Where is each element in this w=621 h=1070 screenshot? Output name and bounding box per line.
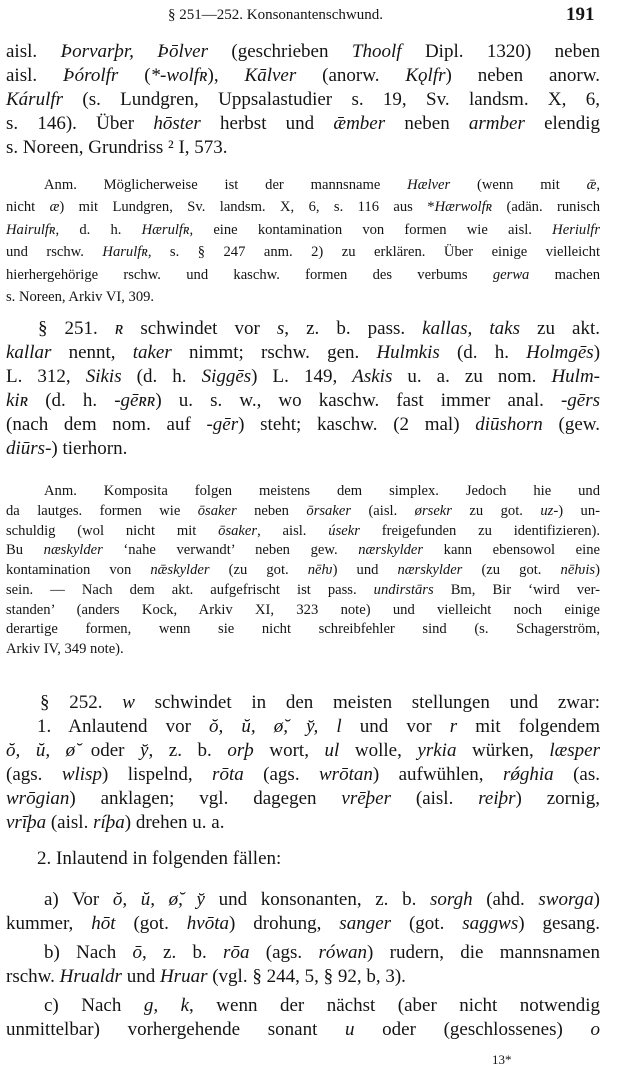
italic-term: rówan xyxy=(318,942,368,963)
text-run: (nach dem nom. auf xyxy=(6,414,207,435)
italic-term: ō xyxy=(132,942,142,963)
text-run: neben xyxy=(236,502,307,519)
text-run: (got. xyxy=(115,913,187,934)
text-run: (d. h. xyxy=(121,366,202,387)
text-run: , eine kontamination von formen wie aisl. xyxy=(189,221,553,238)
text-run: b) Nach xyxy=(44,942,133,963)
text-run: elendig xyxy=(524,113,600,134)
text-run: a) Vor xyxy=(44,889,113,910)
text-run: , z. b. pass. xyxy=(284,318,423,339)
text-line xyxy=(6,241,600,263)
text-run: ), xyxy=(207,65,245,86)
text-run: sein. — Nach dem akt. aufgefrischt ist pass. xyxy=(6,581,374,598)
italic-term: Hulm- xyxy=(551,366,601,387)
italic-term: -gēʀʀ xyxy=(114,390,156,411)
text-run: Anm. Möglicherweise ist der mannsname xyxy=(44,177,408,193)
italic-term: Hærulfʀ xyxy=(141,221,190,238)
italic-term: ørsekr xyxy=(414,502,452,519)
text-run: (geschrieben xyxy=(208,41,352,62)
italic-term: nēƕ xyxy=(307,562,333,578)
text-run: ) und xyxy=(332,562,398,578)
text-line xyxy=(6,196,600,218)
text-run: (zu got. xyxy=(462,562,561,578)
italic-term: ul xyxy=(324,740,340,761)
italic-term: u xyxy=(345,1019,355,1040)
text-run: (ags. xyxy=(249,942,319,963)
italic-term: Hruar xyxy=(159,966,208,987)
text-run: wolle, xyxy=(339,740,418,761)
italic-term: r xyxy=(449,716,458,737)
text-run: freigefunden zu identifizieren). xyxy=(359,522,600,539)
italic-term: Hairulfʀ xyxy=(6,221,56,238)
text-line xyxy=(6,88,600,112)
text-run: (ags. xyxy=(6,764,62,785)
italic-term: hvōta xyxy=(186,913,229,934)
text-run: oder (geschlossenes) xyxy=(354,1019,591,1040)
text-line xyxy=(6,888,600,912)
text-run: ) u. s. w., wo kaschw. fast immer anal. xyxy=(155,390,561,411)
italic-term: *-wolfʀ xyxy=(150,65,208,86)
italic-term: ŏ, ŭ, ø̆ xyxy=(6,740,76,761)
text-run: Dipl. 1320) neben xyxy=(401,41,601,62)
italic-term: yrkia xyxy=(417,740,457,761)
italic-term: nærskylder xyxy=(358,542,424,559)
italic-term: sanger xyxy=(339,913,392,934)
italic-term: Sikis xyxy=(85,366,122,387)
italic-term: vrēþer xyxy=(341,788,391,809)
text-run: , wenn der nächst (aber nicht notwendig xyxy=(189,995,600,1016)
text-run: s. Noreen, Arkiv VI, 309. xyxy=(6,289,155,305)
text-run: (d. h. xyxy=(28,390,115,411)
italic-term: kallar xyxy=(6,342,52,363)
text-run: ( xyxy=(118,65,151,86)
text-run: ) xyxy=(593,342,601,363)
text-line xyxy=(6,264,600,286)
italic-term: uz- xyxy=(540,502,559,519)
text-run: hierhergehörige rschw. und kaschw. formen des verbums xyxy=(6,266,493,283)
text-line xyxy=(6,522,600,542)
italic-term: Þórolfr xyxy=(63,65,119,86)
italic-term: sorgh xyxy=(429,889,473,910)
italic-term: rǿghia xyxy=(502,764,554,785)
text-run: ) xyxy=(593,889,600,910)
italic-term: nærskylder xyxy=(397,562,463,578)
text-line xyxy=(6,787,600,811)
text-run: (aisl. xyxy=(390,788,479,809)
text-run: nicht xyxy=(6,199,50,216)
italic-term: Hærwolfʀ xyxy=(434,199,493,216)
italic-term: ŏ, ŭ, ø̆, y̆, l xyxy=(209,716,342,737)
italic-term: ōsaker xyxy=(197,502,237,519)
text-run: ) rudern, die mannsnamen xyxy=(367,942,601,963)
italic-term: Kǫlfr xyxy=(405,65,446,86)
text-line xyxy=(6,561,600,581)
text-run: (ahd. xyxy=(472,889,539,910)
text-line xyxy=(6,317,600,341)
text-line xyxy=(6,64,600,88)
italic-term: Hrualdr xyxy=(59,966,122,987)
text-line xyxy=(6,482,600,502)
text-run: ) un- xyxy=(558,502,600,519)
text-run: ) anklagen; vgl. dagegen xyxy=(69,788,342,809)
text-run: würken, xyxy=(456,740,550,761)
italic-term: y̆ xyxy=(140,740,149,761)
text-line xyxy=(6,994,600,1018)
italic-term: Hælver xyxy=(407,177,451,193)
text-run: 2. Inlautend in folgenden fällen: xyxy=(37,848,282,869)
italic-term: ríþa xyxy=(93,812,125,833)
text-line xyxy=(6,912,600,936)
italic-term: saggws xyxy=(462,913,519,934)
italic-term: diūshorn xyxy=(475,414,543,435)
text-run: schwindet vor xyxy=(123,318,277,339)
text-run: (aisl. xyxy=(351,502,415,519)
text-run: ) aufwühlen, xyxy=(372,764,503,785)
text-run: ) drohung, xyxy=(229,913,340,934)
text-run: , aisl. xyxy=(257,522,329,539)
italic-term: taker xyxy=(132,342,172,363)
italic-term: w xyxy=(122,692,135,713)
text-run: zu got. xyxy=(451,502,541,519)
text-run: (aisl. xyxy=(46,812,94,833)
signature-mark: 13* xyxy=(492,1052,512,1067)
text-run: standen’ (anders Kock, Arkiv XI, 323 note) und vielleicht noch einige xyxy=(6,601,600,618)
italic-term: undirstārs xyxy=(373,581,434,598)
italic-term: orþ xyxy=(227,740,254,761)
text-line xyxy=(6,541,600,561)
text-run: (as. xyxy=(553,764,600,785)
text-run: Anm. Komposita folgen meistens dem simplex. Jedoch hie und xyxy=(44,483,600,499)
text-line xyxy=(6,620,600,640)
text-line xyxy=(6,341,600,365)
italic-term: æ xyxy=(49,199,60,216)
italic-term: Siggēs xyxy=(201,366,252,387)
text-run: und vor xyxy=(341,716,450,737)
text-run: ) xyxy=(595,562,600,578)
italic-term: Kālver xyxy=(244,65,297,86)
italic-term: -gērs xyxy=(560,390,600,411)
text-run: (s. Lundgren, Uppsalastudier s. 19, Sv. landsm. X, 6, xyxy=(63,89,600,110)
text-run: wort, xyxy=(253,740,325,761)
text-run: (zu got. xyxy=(209,562,308,578)
text-line xyxy=(6,965,600,989)
italic-term: kiʀ xyxy=(6,390,29,411)
italic-term: gerwa xyxy=(492,266,530,283)
italic-term: reiþr xyxy=(478,788,516,809)
italic-term: wrōgian xyxy=(6,788,70,809)
italic-term: Thoolf xyxy=(351,41,402,62)
text-run: Bu xyxy=(6,542,44,559)
text-run: u. a. zu nom. xyxy=(392,366,552,387)
text-line xyxy=(6,112,600,136)
text-run: aisl. xyxy=(6,41,61,62)
text-run: kann ebensowol eine xyxy=(423,542,600,559)
italic-term: Harulfʀ xyxy=(102,244,148,261)
italic-term: Heriulfr xyxy=(552,221,601,238)
italic-term: wrōtan xyxy=(319,764,373,785)
italic-term: Hulmkis xyxy=(376,342,440,363)
text-run: rschw. xyxy=(6,966,60,987)
italic-term: hōt xyxy=(91,913,116,934)
text-run: c) Nach xyxy=(44,995,144,1016)
text-run: ) zornig, xyxy=(515,788,600,809)
italic-term: s xyxy=(276,318,285,339)
text-run: schuldig (wol nicht mit xyxy=(6,522,219,539)
text-run: s. Noreen, Grundriss ² I, 573. xyxy=(6,137,228,158)
text-run: Bm, Bir ‘wird ver- xyxy=(433,581,600,598)
text-run: (wenn mit xyxy=(450,177,587,193)
text-run: (gew. xyxy=(542,414,601,435)
text-run: da lautges. formen wie xyxy=(6,502,198,519)
text-run: und konsonanten, z. b. xyxy=(204,889,430,910)
italic-term: Askis xyxy=(352,366,393,387)
italic-term: -gēr xyxy=(206,414,239,435)
text-run: ) neben anorw. xyxy=(445,65,600,86)
text-run: derartige formen, wenn sie nicht schreibfehler sind (s. Schagerström, xyxy=(6,621,600,638)
italic-term: vrīþa xyxy=(6,812,47,833)
text-run: und rschw. xyxy=(6,244,103,261)
italic-term: næskylder xyxy=(43,542,103,559)
page-number: 191 xyxy=(566,4,595,25)
text-run: (adän. runisch xyxy=(492,199,600,216)
text-run: nimmt; rschw. gen. xyxy=(171,342,377,363)
text-run: , s. § 247 anm. 2) zu erklären. Über einige vielleicht xyxy=(147,244,600,261)
italic-term: ǣmber xyxy=(333,113,386,134)
text-run: 1. Anlautend vor xyxy=(37,716,210,737)
italic-term: o xyxy=(590,1019,600,1040)
italic-term: rōta xyxy=(212,764,244,785)
text-run: , z. b. xyxy=(148,740,228,761)
text-run: , z. b. xyxy=(142,942,224,963)
text-run: ) drehen u. a. xyxy=(124,812,225,833)
text-run: § 251. xyxy=(38,318,115,339)
text-line xyxy=(6,739,600,763)
text-run: mit folgendem xyxy=(457,716,600,737)
text-run: machen xyxy=(529,266,601,283)
text-line xyxy=(6,601,600,621)
text-run: Arkiv IV, 349 note). xyxy=(6,641,124,657)
italic-term: Holmgēs xyxy=(526,342,594,363)
italic-term: armber xyxy=(468,113,525,134)
text-line xyxy=(6,174,600,196)
text-run: ) tierhorn. xyxy=(51,438,128,459)
text-run: ) steht; kaschw. (2 mal) xyxy=(238,414,476,435)
text-run: kummer, xyxy=(6,913,92,934)
text-run: kontamination von xyxy=(6,562,151,578)
text-line xyxy=(6,365,600,389)
text-line xyxy=(6,286,600,308)
text-run: und xyxy=(121,966,160,987)
text-line xyxy=(6,1018,600,1042)
text-run: (d. h. xyxy=(439,342,527,363)
italic-term: sworga xyxy=(538,889,594,910)
text-line xyxy=(6,40,600,64)
text-line xyxy=(6,219,600,241)
text-run: schwindet in den meisten stellungen und zwar: xyxy=(134,692,601,713)
text-run: L. 312, xyxy=(6,366,86,387)
text-run: neben xyxy=(385,113,469,134)
text-run: (ags. xyxy=(243,764,319,785)
text-line xyxy=(6,763,600,787)
italic-term: Kárulfr xyxy=(6,89,64,110)
text-run: s. 146). Über xyxy=(6,113,154,134)
text-line xyxy=(6,847,600,871)
text-line xyxy=(6,136,600,160)
text-run: ) L. 149, xyxy=(251,366,353,387)
italic-term: wlisp xyxy=(61,764,102,785)
text-run: nennt, xyxy=(51,342,133,363)
text-run: § 252. xyxy=(40,692,123,713)
text-run: (got. xyxy=(391,913,463,934)
italic-term: ōsaker xyxy=(218,522,258,539)
italic-term: ʀ xyxy=(114,318,124,339)
text-line xyxy=(6,389,600,413)
italic-term: nēƕis xyxy=(560,562,596,578)
text-run: ) gesang. xyxy=(518,913,601,934)
italic-term: Þorvarþr, Þōlver xyxy=(60,41,208,62)
text-run: zu akt. xyxy=(519,318,600,339)
italic-term: nǣskylder xyxy=(150,562,210,578)
text-run: , xyxy=(596,177,600,193)
italic-term: diūrs- xyxy=(6,438,52,459)
text-run: (anorw. xyxy=(296,65,406,86)
text-run: oder xyxy=(75,740,141,761)
text-run: ) lispelnd, xyxy=(101,764,213,785)
text-run: ‘nahe verwandt’ neben gew. xyxy=(102,542,359,559)
text-line xyxy=(6,691,600,715)
text-line xyxy=(6,715,600,739)
text-line xyxy=(6,437,600,461)
italic-term: g, k xyxy=(143,995,190,1016)
text-line xyxy=(6,640,600,660)
italic-term: ǣ xyxy=(586,177,597,193)
text-run: herbst und xyxy=(200,113,334,134)
italic-term: hōster xyxy=(153,113,201,134)
italic-term: ōrsaker xyxy=(306,502,351,519)
text-line xyxy=(6,811,600,835)
running-header-title: § 251—252. Konsonantenschwund. xyxy=(168,7,383,23)
text-run: ) mit Lundgren, Sv. landsm. X, 6, s. 116 aus * xyxy=(59,199,435,216)
text-line xyxy=(6,581,600,601)
text-run: unmittelbar) vorhergehende sonant xyxy=(6,1019,346,1040)
italic-term: læsper xyxy=(549,740,601,761)
text-run: aisl. xyxy=(6,65,64,86)
text-line xyxy=(6,502,600,522)
text-run: , d. h. xyxy=(55,221,142,238)
text-line xyxy=(6,941,600,965)
italic-term: úsekr xyxy=(328,522,360,539)
text-run: (vgl. § 244, 5, § 92, b, 3). xyxy=(207,966,406,987)
text-line xyxy=(6,413,600,437)
italic-term: kallas, taks xyxy=(422,318,520,339)
italic-term: ŏ, ŭ, ø̆, y̆ xyxy=(112,889,205,910)
italic-term: rōa xyxy=(223,942,250,963)
